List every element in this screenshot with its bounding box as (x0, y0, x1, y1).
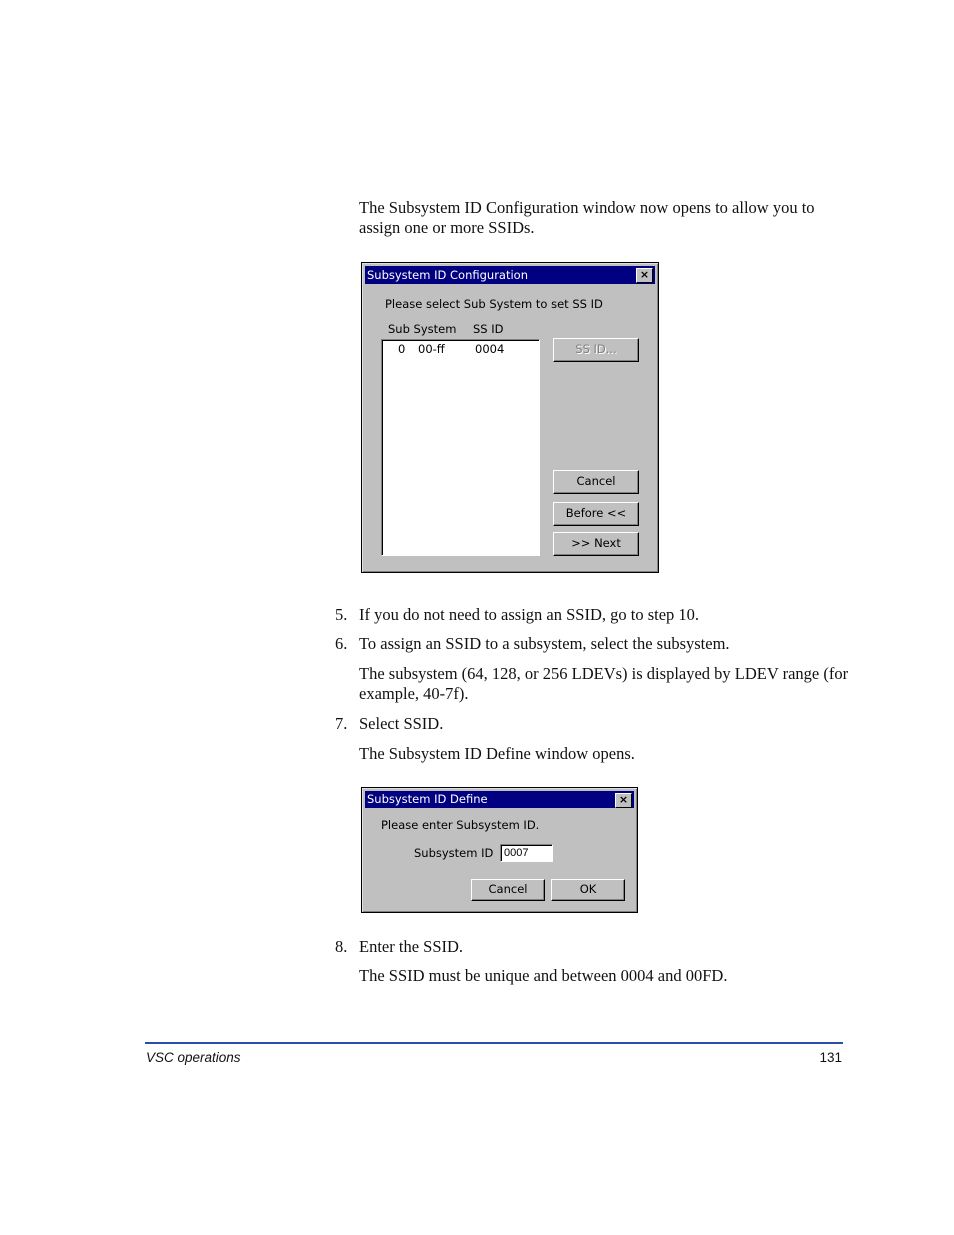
step-7-text: Select SSID. (359, 714, 444, 733)
dialog-title-bar (365, 791, 634, 808)
footer-divider (145, 1042, 843, 1044)
select-prompt: Please select Sub System to set SS ID (385, 297, 603, 311)
list-item-ssid: 0004 (475, 342, 505, 356)
subsystem-id-input[interactable] (500, 844, 553, 862)
step-7-note: The Subsystem ID Define window opens. (359, 744, 635, 763)
list-item[interactable] (382, 342, 539, 356)
subsystem-list[interactable] (381, 339, 540, 556)
step-8-note: The SSID must be unique and between 0004 and 00FD. (359, 966, 728, 985)
next-button[interactable]: >> Next (553, 532, 639, 556)
step-5-number: 5. (335, 605, 348, 624)
close-icon[interactable]: × (615, 793, 632, 808)
ok-button[interactable]: OK (551, 879, 625, 901)
list-item-index: 0 (398, 342, 406, 356)
before-button[interactable]: Before << (553, 502, 639, 526)
step-6-note: The subsystem (64, 128, or 256 LDEVs) is displayed by LDEV range (for example, 40-7f). (359, 664, 849, 703)
enter-prompt: Please enter Subsystem ID. (381, 818, 540, 832)
subsystem-id-define-dialog (361, 787, 638, 913)
close-icon[interactable]: × (636, 268, 653, 283)
step-8-number: 8. (335, 937, 348, 956)
subsystem-id-configuration-dialog (361, 262, 659, 573)
col-header-subsystem: Sub System (388, 322, 457, 336)
ssid-button[interactable]: SS ID... (553, 338, 639, 362)
list-item-range: 00-ff (418, 342, 445, 356)
intro-paragraph: The Subsystem ID Configuration window now opens to allow you to assign one or more SSIDs. (359, 198, 815, 237)
col-header-ssid: SS ID (473, 322, 504, 336)
step-6-number: 6. (335, 634, 348, 653)
step-5-text: If you do not need to assign an SSID, go to step 10. (359, 605, 700, 624)
step-6-text: To assign an SSID to a subsystem, select the subsystem. (359, 634, 730, 653)
step-7-number: 7. (335, 714, 348, 733)
dialog-title: Subsystem ID Define (367, 792, 488, 806)
step-8-text: Enter the SSID. (359, 937, 464, 956)
cancel-button[interactable]: Cancel (553, 470, 639, 494)
dialog-title: Subsystem ID Configuration (367, 268, 529, 282)
dialog-title-bar (365, 266, 655, 284)
subsystem-id-label: Subsystem ID (414, 846, 494, 860)
cancel-button[interactable]: Cancel (471, 879, 545, 901)
page-number: 131 (819, 1050, 842, 1065)
footer-section-title: VSC operations (146, 1050, 241, 1065)
